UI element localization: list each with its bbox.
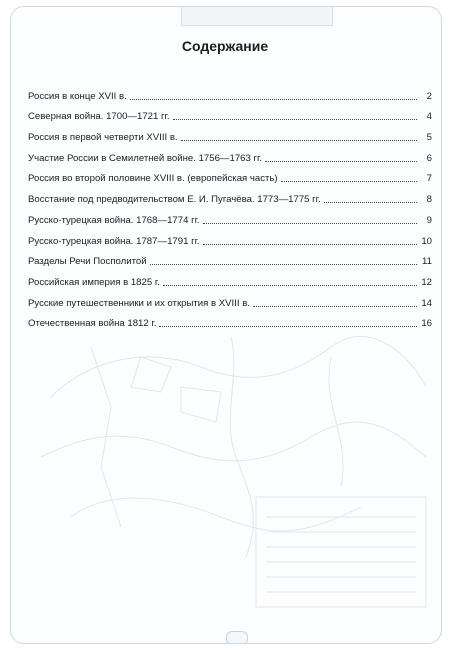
toc-item-label: Участие России в Семилетней войне. 1756—1763 гг. [28, 152, 263, 164]
table-of-contents [28, 82, 432, 330]
toc-dot-leader [281, 181, 417, 182]
toc-item-label: Северная война. 1700—1721 гг. [28, 111, 170, 123]
toc-dot-leader [130, 99, 417, 100]
toc-item[interactable] [28, 82, 432, 103]
page-title: Содержание [181, 38, 269, 54]
toc-item-label: Русско-турецкая война. 1768—1774 гг. [28, 214, 200, 226]
toc-item[interactable] [28, 123, 432, 144]
toc-dot-leader [265, 161, 417, 162]
toc-item[interactable] [28, 289, 432, 310]
toc-dot-leader [203, 223, 417, 224]
toc-item-page-number: 12 [421, 276, 432, 288]
toc-item[interactable] [28, 227, 432, 248]
header-strip [181, 7, 333, 26]
toc-item-label: Россия во второй половине XVIII в. (европейская часть) [28, 173, 278, 185]
toc-item[interactable] [28, 268, 432, 289]
toc-item-page-number: 14 [421, 297, 432, 309]
toc-item-label: Разделы Речи Посполитой [28, 256, 147, 268]
toc-dot-leader [163, 285, 417, 286]
toc-item[interactable] [28, 144, 432, 165]
page-number-badge [226, 631, 248, 644]
toc-item-page-number: 6 [426, 152, 432, 164]
toc-dot-leader [173, 119, 417, 120]
toc-item[interactable] [28, 206, 432, 227]
toc-item-label: Россия в конце XVII в. [28, 90, 127, 102]
toc-item-label: Русские путешественники и их открытия в XVIII в. [28, 297, 250, 309]
background-map-illustration [31, 317, 431, 644]
toc-item-label: Русско-турецкая война. 1787—1791 гг. [28, 235, 200, 247]
toc-dot-leader [150, 264, 417, 265]
toc-item-label: Восстание под предводительством Е. И. Пугачёва. 1773—1775 гг. [28, 194, 321, 206]
toc-item-label: Отечественная война 1812 г. [28, 318, 157, 330]
toc-item[interactable] [28, 185, 432, 206]
toc-dot-leader [203, 244, 417, 245]
toc-item[interactable] [28, 310, 432, 331]
toc-dot-leader [324, 202, 417, 203]
toc-item-page-number: 9 [426, 214, 432, 226]
toc-item[interactable] [28, 248, 432, 269]
toc-item[interactable] [28, 165, 432, 186]
toc-item-page-number: 7 [426, 173, 432, 185]
toc-item-page-number: 8 [426, 194, 432, 206]
toc-item-page-number: 4 [426, 111, 432, 123]
toc-item-page-number: 16 [421, 318, 432, 330]
toc-item-label: Российская империя в 1825 г. [28, 276, 160, 288]
toc-item-label: Россия в первой четверти XVIII в. [28, 132, 178, 144]
toc-dot-leader [253, 306, 417, 307]
toc-item-page-number: 2 [426, 90, 432, 102]
toc-item-page-number: 11 [422, 256, 432, 268]
toc-dot-leader [181, 140, 417, 141]
toc-dot-leader [159, 326, 417, 327]
toc-item[interactable] [28, 103, 432, 124]
toc-item-page-number: 10 [421, 235, 432, 247]
toc-item-page-number: 5 [426, 132, 432, 144]
